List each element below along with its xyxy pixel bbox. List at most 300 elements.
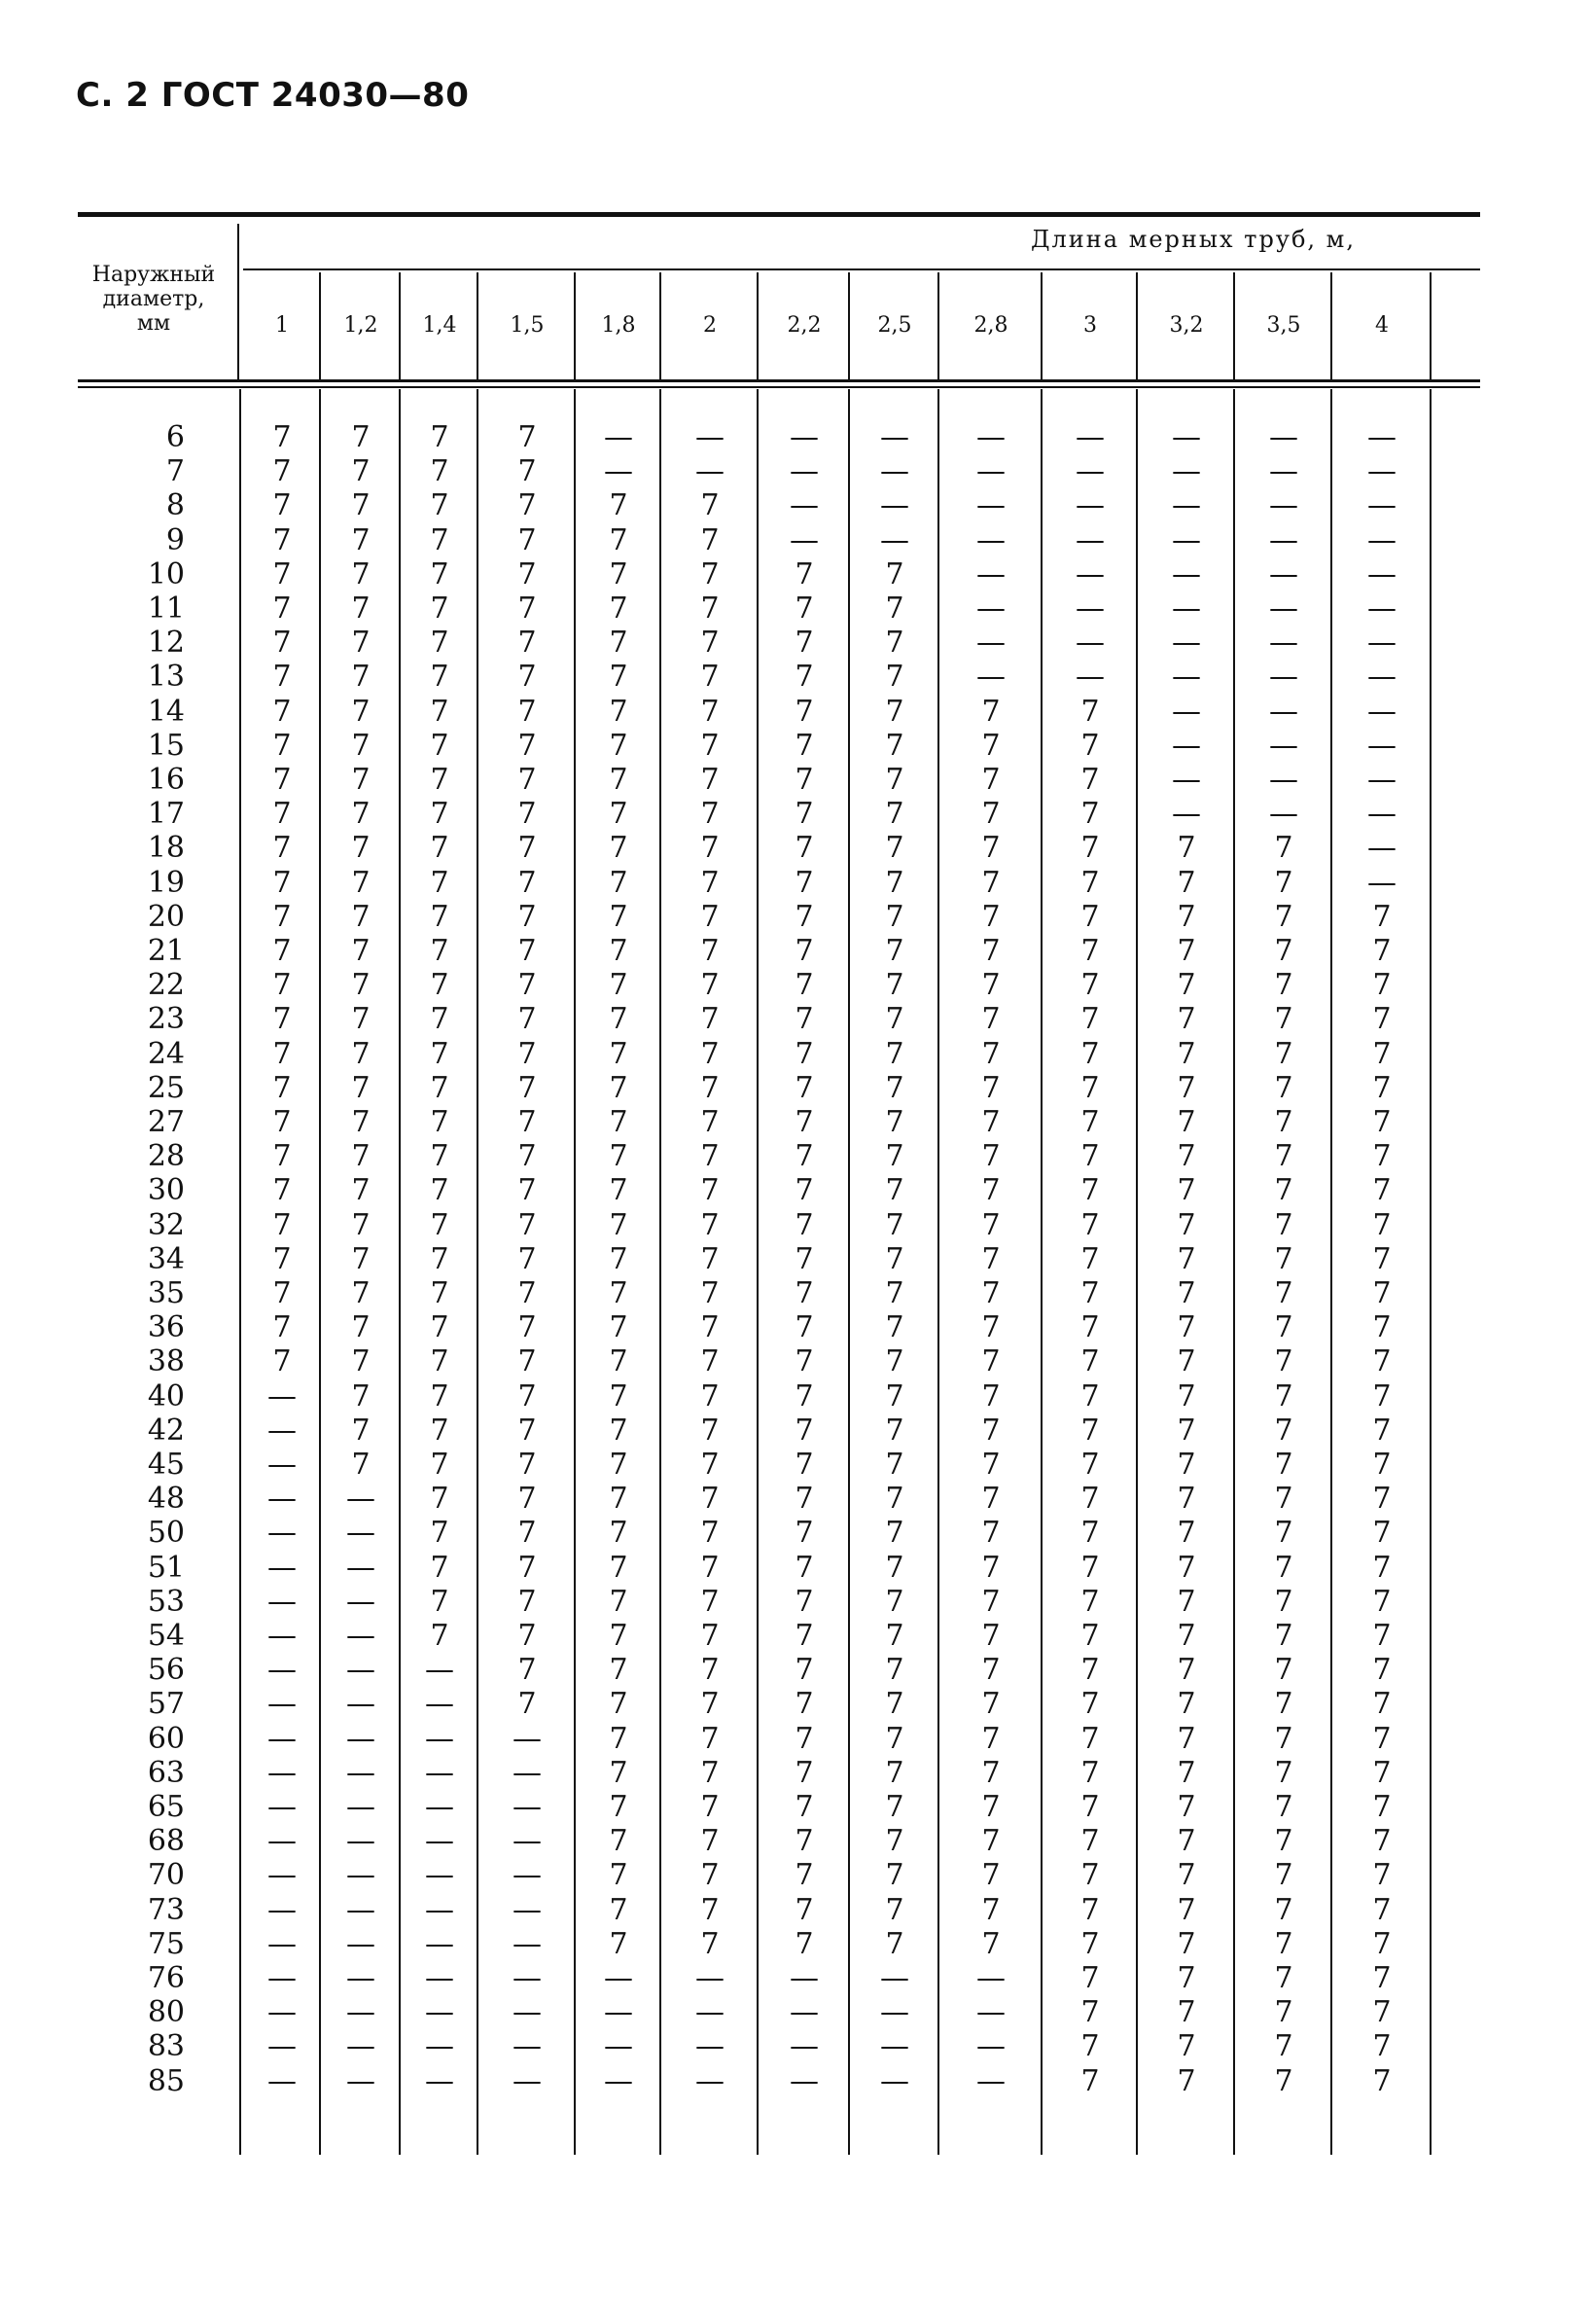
- table-cell: 7: [885, 626, 904, 661]
- table-cell: —: [425, 1790, 454, 1824]
- table-cell: 7: [1274, 1002, 1293, 1037]
- table-cell: 7: [700, 865, 720, 900]
- table-cell: —: [880, 1961, 909, 1995]
- table-cell: —: [1269, 626, 1298, 661]
- table-cell: 7: [1080, 1550, 1100, 1585]
- table-cell: 7: [795, 1344, 814, 1379]
- header-bottom-rule-1: [78, 379, 1480, 382]
- table-cell: 7: [517, 1207, 537, 1242]
- table-cell: 7: [351, 865, 371, 900]
- table-cell: —: [1172, 660, 1201, 695]
- table-cell: —: [1269, 591, 1298, 626]
- table-cell: 7: [700, 1619, 720, 1653]
- table-cell: —: [425, 2029, 454, 2064]
- table-cell: 7: [1080, 1755, 1100, 1790]
- table-cell: —: [1076, 660, 1105, 695]
- table-cell: —: [790, 522, 819, 557]
- table-cell: 7: [1080, 2063, 1100, 2098]
- table-cell: 7: [1372, 1961, 1392, 1995]
- row-diameter: 63: [147, 1755, 185, 1790]
- row-diameter: 17: [147, 797, 185, 832]
- table-cell: 7: [1080, 1482, 1100, 1517]
- table-cell: 7: [430, 660, 449, 695]
- table-cell: —: [267, 1892, 297, 1927]
- table-cell: 7: [609, 831, 628, 866]
- table-cell: 7: [1372, 1926, 1392, 1961]
- table-cell: 7: [1274, 1036, 1293, 1071]
- column-divider-head: [848, 272, 850, 379]
- row-diameter: 32: [147, 1207, 185, 1242]
- table-cell: —: [976, 591, 1006, 626]
- table-cell: —: [1172, 763, 1201, 797]
- table-cell: 7: [272, 865, 292, 900]
- table-cell: —: [1367, 797, 1397, 832]
- table-cell: 7: [609, 1173, 628, 1208]
- table-cell: 7: [981, 1755, 1001, 1790]
- table-cell: 7: [1177, 1584, 1196, 1619]
- row-diameter: 27: [147, 1105, 185, 1139]
- table-cell: 7: [430, 626, 449, 661]
- table-cell: 7: [1372, 1619, 1392, 1653]
- table-cell: 7: [430, 694, 449, 729]
- table-cell: 7: [609, 797, 628, 832]
- table-cell: 7: [1080, 1105, 1100, 1139]
- table-cell: 7: [981, 1412, 1001, 1448]
- table-cell: 7: [351, 1139, 371, 1174]
- row-diameter: 24: [147, 1036, 185, 1071]
- table-cell: —: [1367, 522, 1397, 557]
- table-cell: 7: [351, 660, 371, 695]
- table-cell: 7: [795, 1412, 814, 1448]
- table-cell: 7: [795, 1036, 814, 1071]
- table-cell: 7: [700, 1378, 720, 1413]
- table-cell: 7: [272, 763, 292, 797]
- table-cell: —: [976, 420, 1006, 454]
- table-cell: 7: [1274, 1139, 1293, 1174]
- table-cell: 7: [1274, 1619, 1293, 1653]
- table-cell: —: [513, 1892, 542, 1927]
- table-cell: 7: [1372, 1824, 1392, 1859]
- table-cell: —: [267, 2029, 297, 2064]
- table-cell: 7: [1080, 1619, 1100, 1653]
- table-cell: —: [425, 1961, 454, 1995]
- table-cell: 7: [517, 1036, 537, 1071]
- table-cell: 7: [885, 934, 904, 968]
- table-cell: 7: [1080, 1310, 1100, 1345]
- table-cell: 7: [795, 899, 814, 934]
- table-cell: 7: [1372, 1653, 1392, 1688]
- table-cell: 7: [700, 1584, 720, 1619]
- table-cell: 7: [885, 556, 904, 591]
- table-cell: 7: [885, 831, 904, 866]
- table-cell: 7: [885, 797, 904, 832]
- table-cell: 7: [981, 1892, 1001, 1927]
- table-cell: —: [790, 488, 819, 523]
- table-cell: 7: [981, 797, 1001, 832]
- table-cell: —: [1367, 831, 1397, 866]
- table-cell: 7: [1274, 899, 1293, 934]
- table-cell: —: [604, 1995, 633, 2030]
- table-cell: 7: [609, 1241, 628, 1276]
- table-cell: 7: [1177, 1105, 1196, 1139]
- table-cell: 7: [609, 1755, 628, 1790]
- table-cell: 7: [1080, 1516, 1100, 1551]
- table-cell: 7: [885, 1516, 904, 1551]
- header-bottom-rule-2: [78, 386, 1480, 388]
- column-header: 1,5: [510, 313, 545, 338]
- table-cell: 7: [1080, 1824, 1100, 1859]
- table-cell: 7: [1080, 1412, 1100, 1448]
- table-cell: 7: [351, 694, 371, 729]
- table-cell: 7: [1080, 694, 1100, 729]
- table-cell: 7: [351, 1344, 371, 1379]
- table-cell: 7: [795, 763, 814, 797]
- table-cell: 7: [609, 1687, 628, 1722]
- table-cell: 7: [1372, 1310, 1392, 1345]
- table-cell: 7: [700, 763, 720, 797]
- table-cell: 7: [981, 1002, 1001, 1037]
- column-header: 3,2: [1169, 313, 1204, 338]
- table-cell: 7: [351, 1448, 371, 1482]
- table-cell: —: [346, 1584, 375, 1619]
- table-cell: —: [695, 1961, 725, 1995]
- table-cell: —: [425, 1755, 454, 1790]
- table-cell: 7: [1372, 968, 1392, 1003]
- table-cell: 7: [795, 1070, 814, 1105]
- table-cell: —: [1367, 454, 1397, 489]
- table-cell: 7: [1080, 1790, 1100, 1824]
- table-cell: —: [1367, 865, 1397, 900]
- table-cell: 7: [700, 1516, 720, 1551]
- row-diameter: 45: [147, 1448, 185, 1482]
- table-cell: 7: [795, 1584, 814, 1619]
- column-divider-head: [399, 272, 401, 379]
- table-cell: 7: [795, 1619, 814, 1653]
- table-cell: 7: [517, 1482, 537, 1517]
- table-cell: 7: [351, 1070, 371, 1105]
- table-cell: 7: [1274, 1310, 1293, 1345]
- table-top-rule: [78, 212, 1480, 217]
- table-cell: 7: [700, 1721, 720, 1756]
- table-cell: —: [1269, 522, 1298, 557]
- row-diameter: 16: [147, 763, 185, 797]
- table-cell: 7: [1080, 1002, 1100, 1037]
- column-divider-head: [574, 272, 576, 379]
- table-cell: 7: [700, 934, 720, 968]
- table-cell: 7: [351, 488, 371, 523]
- table-cell: 7: [700, 1824, 720, 1859]
- table-cell: —: [976, 2029, 1006, 2064]
- table-cell: —: [1269, 728, 1298, 763]
- table-cell: 7: [1274, 1790, 1293, 1824]
- row-diameter: 40: [147, 1378, 185, 1413]
- table-cell: 7: [351, 1412, 371, 1448]
- table-cell: —: [1367, 420, 1397, 454]
- table-cell: 7: [609, 1653, 628, 1688]
- table-cell: 7: [1080, 1036, 1100, 1071]
- table-cell: 7: [1080, 1926, 1100, 1961]
- table-cell: 7: [430, 1310, 449, 1345]
- row-diameter: 12: [147, 626, 185, 661]
- column-divider-head: [1430, 272, 1432, 379]
- table-cell: —: [695, 2063, 725, 2098]
- table-cell: 7: [700, 1892, 720, 1927]
- table-cell: 7: [430, 1344, 449, 1379]
- table-cell: 7: [1274, 1207, 1293, 1242]
- table-cell: 7: [981, 1619, 1001, 1653]
- table-cell: 7: [272, 1173, 292, 1208]
- column-header: 2,2: [787, 313, 822, 338]
- table-cell: —: [1269, 694, 1298, 729]
- table-cell: 7: [885, 1173, 904, 1208]
- table-cell: 7: [609, 488, 628, 523]
- table-cell: 7: [885, 763, 904, 797]
- table-cell: 7: [351, 591, 371, 626]
- table-cell: 7: [272, 1070, 292, 1105]
- column-divider-head: [1233, 272, 1235, 379]
- table-cell: 7: [700, 1276, 720, 1310]
- column-divider-body: [477, 389, 478, 2155]
- table-cell: 7: [1372, 1378, 1392, 1413]
- table-cell: 7: [1274, 1687, 1293, 1722]
- table-cell: 7: [885, 1105, 904, 1139]
- column-header: 4: [1375, 313, 1389, 338]
- table-cell: 7: [609, 1378, 628, 1413]
- table-cell: 7: [517, 1002, 537, 1037]
- table-cell: 7: [609, 1892, 628, 1927]
- table-cell: 7: [981, 763, 1001, 797]
- table-cell: 7: [1274, 1721, 1293, 1756]
- table-cell: —: [346, 1824, 375, 1859]
- table-cell: 7: [272, 626, 292, 661]
- table-cell: 7: [1372, 1858, 1392, 1893]
- row-diameter: 15: [147, 728, 185, 763]
- column-divider-head: [1136, 272, 1138, 379]
- table-cell: 7: [1372, 1584, 1392, 1619]
- table-cell: 7: [351, 522, 371, 557]
- table-cell: 7: [981, 728, 1001, 763]
- table-cell: 7: [1080, 1344, 1100, 1379]
- table-cell: 7: [517, 865, 537, 900]
- table-cell: 7: [700, 591, 720, 626]
- row-diameter: 21: [147, 934, 185, 968]
- table-cell: 7: [1177, 2063, 1196, 2098]
- table-cell: 7: [1372, 1755, 1392, 1790]
- table-cell: 7: [795, 1276, 814, 1310]
- table-cell: 7: [1177, 865, 1196, 900]
- table-cell: 7: [1177, 1961, 1196, 1995]
- table-cell: —: [346, 1926, 375, 1961]
- table-cell: 7: [795, 968, 814, 1003]
- row-diameter: 30: [147, 1173, 185, 1208]
- table-cell: 7: [795, 591, 814, 626]
- column-header: 1,2: [343, 313, 378, 338]
- column-header: 2,8: [973, 313, 1008, 338]
- table-cell: 7: [517, 1344, 537, 1379]
- table-cell: —: [604, 1961, 633, 1995]
- column-divider-body: [757, 389, 759, 2155]
- row-diameter: 76: [147, 1961, 185, 1995]
- table-cell: 7: [1080, 865, 1100, 900]
- table-cell: 7: [981, 1344, 1001, 1379]
- table-cell: 7: [1372, 1482, 1392, 1517]
- column-header: 1,4: [422, 313, 457, 338]
- table-cell: —: [267, 1961, 297, 1995]
- table-cell: —: [880, 2029, 909, 2064]
- table-cell: 7: [885, 1858, 904, 1893]
- table-cell: —: [1172, 454, 1201, 489]
- table-cell: 7: [795, 1721, 814, 1756]
- table-cell: 7: [272, 1310, 292, 1345]
- table-cell: 7: [430, 1619, 449, 1653]
- table-cell: 7: [700, 1926, 720, 1961]
- table-cell: 7: [609, 522, 628, 557]
- row-diameter: 13: [147, 660, 185, 695]
- table-cell: 7: [517, 1516, 537, 1551]
- table-cell: 7: [351, 626, 371, 661]
- table-cell: 7: [272, 591, 292, 626]
- table-cell: —: [976, 626, 1006, 661]
- span-heading-rule: [243, 268, 1480, 270]
- table-cell: 7: [517, 968, 537, 1003]
- table-cell: 7: [430, 1276, 449, 1310]
- table-cell: 7: [609, 865, 628, 900]
- table-cell: 7: [430, 728, 449, 763]
- table-cell: 7: [272, 1344, 292, 1379]
- table-cell: 7: [1080, 1241, 1100, 1276]
- table-cell: 7: [885, 591, 904, 626]
- row-diameter: 18: [147, 831, 185, 866]
- table-cell: 7: [609, 1448, 628, 1482]
- table-cell: —: [1367, 556, 1397, 591]
- table-cell: 7: [795, 1550, 814, 1585]
- table-cell: 7: [272, 1036, 292, 1071]
- table-cell: 7: [430, 591, 449, 626]
- table-cell: 7: [700, 1310, 720, 1345]
- table-cell: 7: [517, 1378, 537, 1413]
- table-cell: 7: [430, 420, 449, 454]
- table-cell: 7: [981, 1276, 1001, 1310]
- row-diameter: 8: [165, 488, 185, 523]
- table-cell: 7: [981, 831, 1001, 866]
- table-cell: 7: [1177, 1344, 1196, 1379]
- table-cell: 7: [1177, 1619, 1196, 1653]
- table-cell: 7: [795, 1310, 814, 1345]
- table-cell: 7: [609, 1070, 628, 1105]
- table-cell: 7: [885, 1926, 904, 1961]
- table-cell: —: [880, 2063, 909, 2098]
- table-cell: 7: [517, 454, 537, 489]
- table-cell: —: [346, 1961, 375, 1995]
- table-cell: 7: [1177, 1892, 1196, 1927]
- row-diameter: 50: [147, 1516, 185, 1551]
- table-cell: 7: [272, 454, 292, 489]
- table-cell: 7: [517, 899, 537, 934]
- table-cell: —: [513, 1721, 542, 1756]
- table-cell: 7: [885, 1344, 904, 1379]
- table-cell: 7: [351, 934, 371, 968]
- column-divider-body: [319, 389, 321, 2155]
- table-cell: 7: [1274, 934, 1293, 968]
- column-header: 2: [703, 313, 717, 338]
- table-cell: 7: [351, 454, 371, 489]
- table-cell: 7: [1372, 1276, 1392, 1310]
- table-cell: 7: [795, 1139, 814, 1174]
- table-cell: —: [346, 1687, 375, 1722]
- table-cell: 7: [981, 1721, 1001, 1756]
- table-cell: 7: [981, 1550, 1001, 1585]
- table-cell: 7: [885, 865, 904, 900]
- table-cell: 7: [885, 968, 904, 1003]
- table-cell: 7: [981, 899, 1001, 934]
- table-cell: 7: [1274, 1070, 1293, 1105]
- table-cell: 7: [1080, 797, 1100, 832]
- table-cell: 7: [700, 1207, 720, 1242]
- table-cell: —: [880, 420, 909, 454]
- table-cell: 7: [885, 1755, 904, 1790]
- table-cell: 7: [981, 1173, 1001, 1208]
- table-cell: 7: [351, 1378, 371, 1413]
- table-cell: —: [1076, 420, 1105, 454]
- table-cell: 7: [430, 968, 449, 1003]
- table-cell: 7: [517, 1653, 537, 1688]
- table-cell: —: [267, 1824, 297, 1859]
- column-divider-head: [757, 272, 759, 379]
- table-cell: 7: [1372, 1448, 1392, 1482]
- table-cell: 7: [351, 1173, 371, 1208]
- table-cell: 7: [609, 626, 628, 661]
- table-cell: 7: [430, 1173, 449, 1208]
- table-cell: 7: [700, 1139, 720, 1174]
- table-cell: 7: [700, 694, 720, 729]
- table-cell: —: [880, 454, 909, 489]
- table-cell: 7: [1372, 1892, 1392, 1927]
- table-cell: 7: [1177, 1378, 1196, 1413]
- stub-divider-head: [237, 224, 239, 379]
- table-cell: 7: [1080, 1721, 1100, 1756]
- table-cell: 7: [351, 1002, 371, 1037]
- table-cell: 7: [700, 797, 720, 832]
- table-cell: 7: [700, 1687, 720, 1722]
- table-cell: 7: [609, 1619, 628, 1653]
- table-cell: 7: [1177, 1276, 1196, 1310]
- table-cell: 7: [430, 1241, 449, 1276]
- table-cell: 7: [272, 488, 292, 523]
- table-cell: —: [1076, 488, 1105, 523]
- table-cell: 7: [795, 1926, 814, 1961]
- table-cell: 7: [795, 831, 814, 866]
- table-cell: 7: [272, 968, 292, 1003]
- table-cell: 7: [1372, 1036, 1392, 1071]
- table-cell: —: [425, 1687, 454, 1722]
- table-cell: 7: [430, 1036, 449, 1071]
- row-diameter: 42: [147, 1412, 185, 1448]
- table-cell: 7: [1274, 831, 1293, 866]
- table-cell: —: [513, 1790, 542, 1824]
- table-cell: 7: [1080, 1139, 1100, 1174]
- table-cell: 7: [272, 660, 292, 695]
- stub-divider-body: [239, 389, 241, 2155]
- table-cell: —: [267, 1378, 297, 1413]
- table-cell: —: [425, 1892, 454, 1927]
- table-cell: —: [267, 1516, 297, 1551]
- table-cell: 7: [1274, 865, 1293, 900]
- table-cell: 7: [272, 831, 292, 866]
- table-cell: 7: [1177, 1070, 1196, 1105]
- table-cell: 7: [700, 1482, 720, 1517]
- table-cell: 7: [700, 660, 720, 695]
- table-cell: 7: [795, 556, 814, 591]
